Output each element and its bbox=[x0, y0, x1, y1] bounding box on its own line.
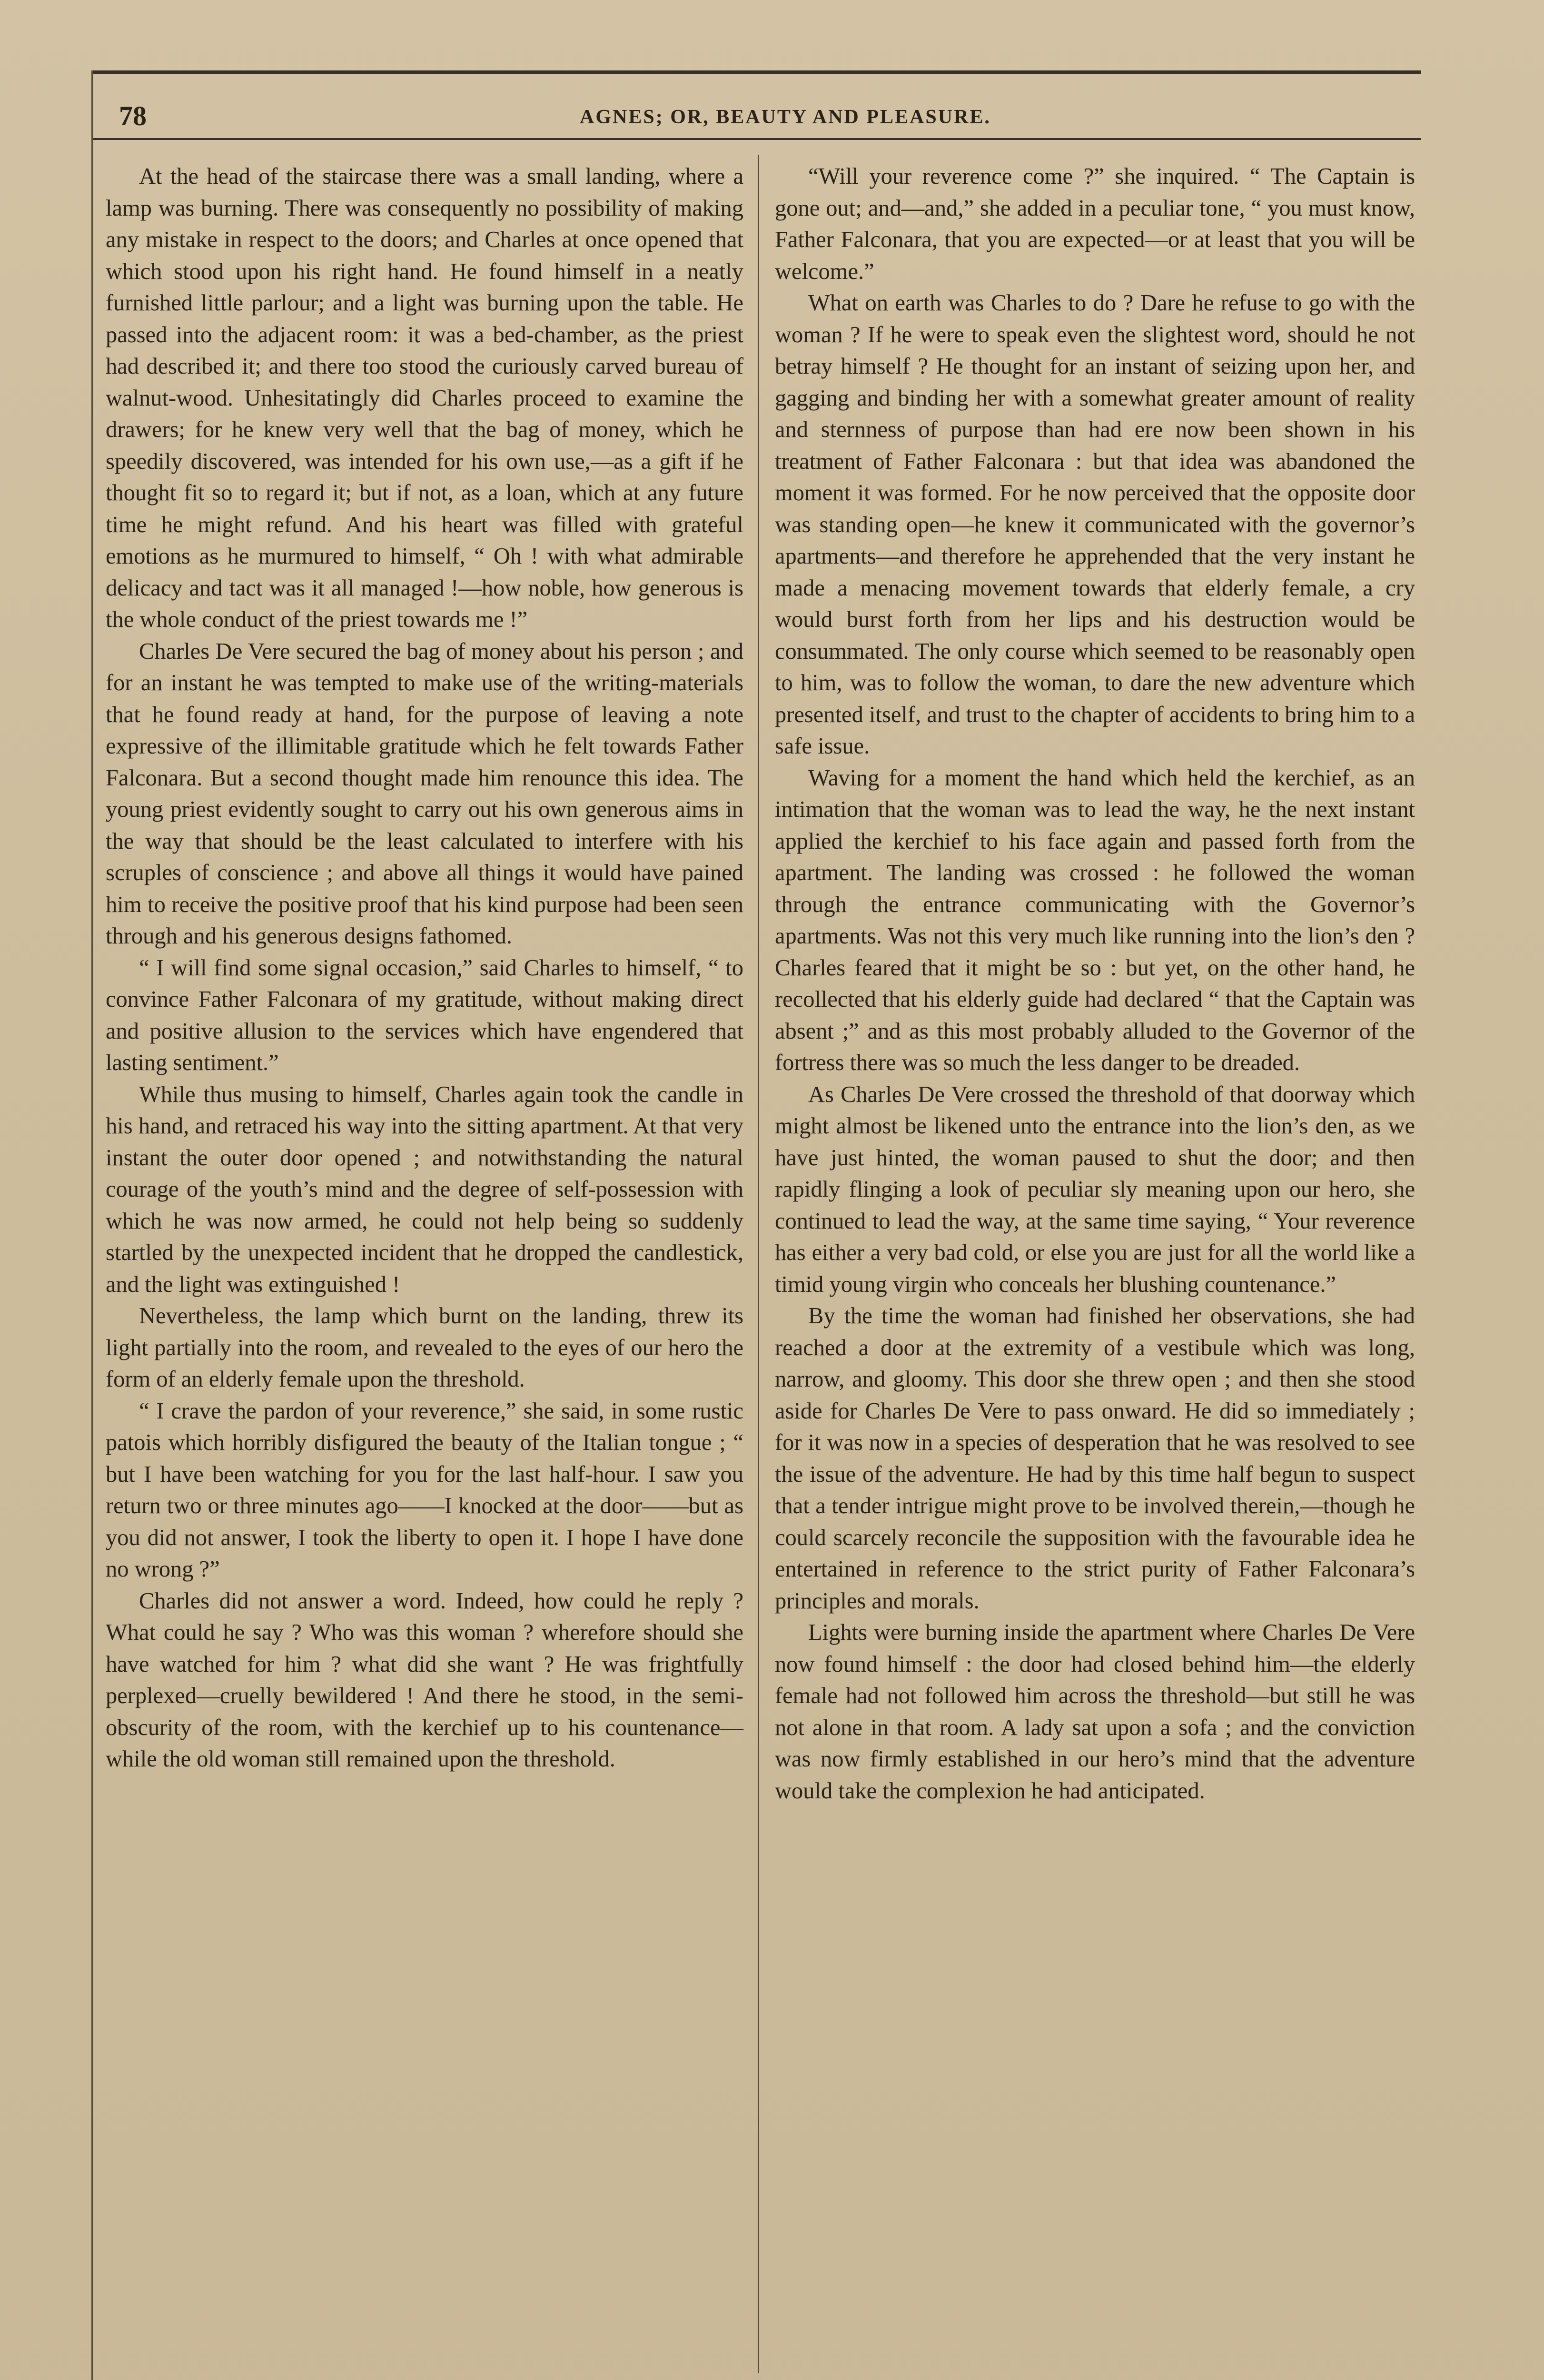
paragraph: As Charles De Vere crossed the threshold of that doorway which might almost be likened unto the entrance into the lion’s den, as we have just hinted, the woman paused to shut the door; and then rapidly flinging a look of peculiar sly meaning upon our hero, she continued to lead the way, at the same time saying, “ Your reverence has either a very bad cold, or else you are just for all the world like a timid young virgin who conceals her blushing countenance.” bbox=[775, 1081, 1415, 1297]
header-rule bbox=[93, 138, 1421, 140]
paragraph: Charles did not answer a word. Indeed, how could he reply ? What could he say ? Who was this woman ? wherefore should she have watched for him ? what did she want ? He was frightfully perplexed—cruelly bewildered ! And there he stood, in the semi-obscurity of the room, with the kerchief up to his countenance—while the old woman still remained upon the threshold. bbox=[106, 1588, 743, 1772]
right-text-column bbox=[775, 161, 1415, 1807]
paragraph: “ I will find some signal occasion,” said Charles to himself, “ to convince Father Falconara of my gratitude, without making direct and positive allusion to the services which have engendered that lasting sentiment.” bbox=[106, 955, 743, 1075]
paragraph: Nevertheless, the lamp which burnt on the landing, threw its light partially into the room, and revealed to the eyes of our hero the form of an elderly female upon the threshold. bbox=[106, 1303, 743, 1392]
left-text-column bbox=[106, 161, 743, 1775]
column-divider bbox=[758, 155, 759, 2373]
running-head: AGNES; OR, BEAUTY AND PLEASURE. bbox=[580, 106, 991, 128]
paragraph: “ I crave the pardon of your reverence,” she said, in some rustic patois which horribly disfigured the beauty of the Italian tongue ; “ but I have been watching for you for the last half-hour. I saw you return two or three minutes ago——I knocked at the door——but as you did not answer, I took the liberty to open it. I hope I have done no wrong ?” bbox=[106, 1398, 743, 1582]
frame-top-rule bbox=[93, 70, 1421, 74]
paragraph: At the head of the staircase there was a small landing, where a lamp was burning. There was consequently no possibility of making any mistake in respect to the doors; and Charles at once opened that which stood upon his right hand. He found himself in a neatly furnished little parlour; and a light was burning upon the table. He passed into the adjacent room: it was a bed-chamber, as the priest had described it; and there too stood the curiously carved bureau of walnut-wood. Unhesitatingly did Charles proceed to examine the drawers; for he knew very well that the bag of money, which he speedily discovered, was intended for his own use,—as a gift if he thought fit so to regard it; but if not, as a loan, which at any future time he might refund. And his heart was filled with grateful emotions as he murmured to himself, “ Oh ! with what admirable delicacy and tact was it all managed !—how noble, how generous is the whole conduct of the priest towards me !” bbox=[106, 164, 743, 632]
paragraph: Lights were burning inside the apartment where Charles De Vere now found himself : the door had closed behind him—the elderly female had not followed him across the threshold—but still he was not alone in that room. A lady sat upon a sofa ; and the conviction was now firmly established in our hero’s mind that the adventure would take the complexion he had anticipated. bbox=[775, 1620, 1415, 1804]
paragraph: Charles De Vere secured the bag of money about his person ; and for an instant he was tempted to make use of the writing-materials that he found ready at hand, for the purpose of leaving a note expressive of the illimitable gratitude which he felt towards Father Falconara. But a second thought made him renounce this idea. The young priest evidently sought to carry out his own generous aims in the way that should be the least calculated to interfere with his scruples of conscience ; and above all things it would have pained him to receive the positive proof that his kind purpose had been seen through and his generous designs fathomed. bbox=[106, 638, 743, 949]
paragraph: Waving for a moment the hand which held the kerchief, as an intimation that the woman was to lead the way, he the next instant applied the kerchief to his face again and passed forth from the apartment. The landing was crossed : he followed the woman through the entrance communicating with the Governor’s apartments. Was not this very much like running into the lion’s den ? Charles feared that it might be so : but yet, on the other hand, he recollected that his elderly guide had declared “ that the Captain was absent ;” and as this most probably alluded to the Governor of the fortress there was so much the less danger to be dreaded. bbox=[775, 765, 1415, 1075]
paragraph: By the time the woman had finished her observations, she had reached a door at the extremity of a vestibule which was long, narrow, and gloomy. This door she threw open ; and then she stood aside for Charles De Vere to pass onward. He did so immediately ; for it was now in a species of desperation that he was resolved to see the issue of the adventure. He had by this time half begun to suspect that a tender intrigue might prove to be involved therein,—though he could scarcely reconcile the supposition with the favourable idea he entertained in reference to the strict purity of Father Falconara’s principles and morals. bbox=[775, 1303, 1415, 1614]
paragraph: What on earth was Charles to do ? Dare he refuse to go with the woman ? If he were to speak even the slightest word, should he not betray himself ? He thought for an instant of seizing upon her, and gagging and binding her with a somewhat greater amount of reality and sternness of purpose than had ere now been shown in his treatment of Father Falconara : but that idea was abandoned the moment it was formed. For he now perceived that the opposite door was standing open—he knew it communicated with the governor’s apartments—and therefore he apprehended that the very instant he made a menacing movement towards that elderly female, a cry would burst forth from her lips and his destruction would be consummated. The only course which seemed to be reasonably open to him, was to follow the woman, to dare the new adventure which presented itself, and trust to the chapter of accidents to bring him to a safe issue. bbox=[775, 290, 1415, 759]
paragraph: While thus musing to himself, Charles again took the candle in his hand, and retraced his way into the sitting apartment. At that very instant the outer door opened ; and notwithstanding the natural courage of the youth’s mind and the degree of self-possession with which he was now armed, he could not help being so suddenly startled by the unexpected incident that he dropped the candlestick, and the light was extinguished ! bbox=[106, 1081, 743, 1297]
paragraph: “Will your reverence come ?” she inquired. “ The Captain is gone out; and—and,” she added in a peculiar tone, “ you must know, Father Falconara, that you are expected—or at least that you will be welcome.” bbox=[775, 164, 1415, 284]
frame-left-rule bbox=[91, 70, 93, 2380]
page-number: 78 bbox=[119, 100, 147, 131]
